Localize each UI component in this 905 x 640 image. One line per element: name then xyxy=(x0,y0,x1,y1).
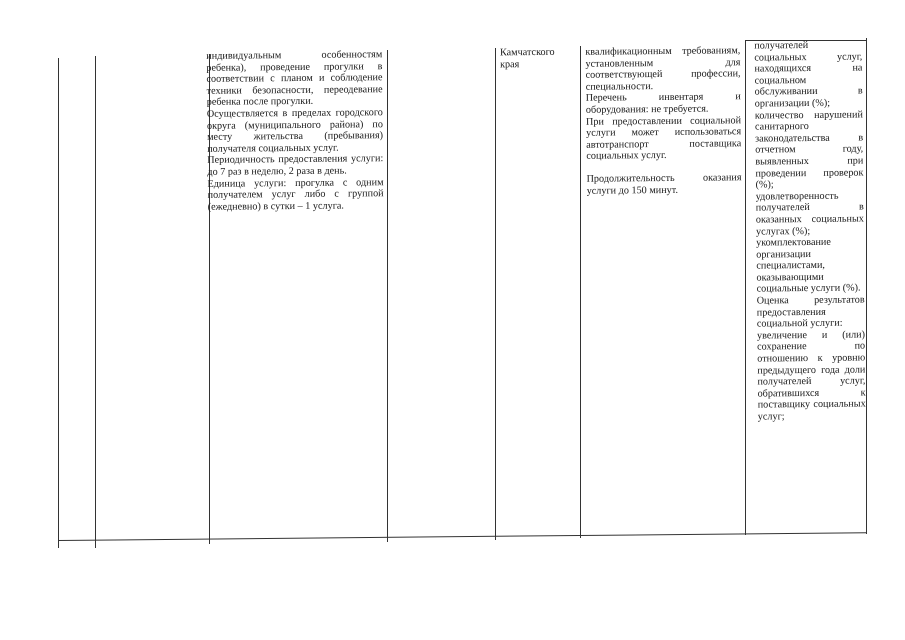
col7-paragraph: количество нарушений санитарного законодательства в отчетном году, выявленных при проведении проверок (%); xyxy=(754,109,864,191)
column-divider-5 xyxy=(580,46,581,538)
column-divider-4 xyxy=(495,48,496,540)
column-divider-3 xyxy=(387,50,388,542)
table-border-right xyxy=(866,38,867,534)
column-divider-6 xyxy=(745,40,746,535)
col7-paragraph: увеличение и (или) сохранение по отношению к уровню предыдущего года доли получателей услуг, обратившихся к поставщику социальных услуг; xyxy=(756,329,866,423)
col7-paragraph: укомплектование организации специалистами, оказывающими социальные услуги (%). xyxy=(756,236,861,295)
col7-paragraph: Оценка результатов предоставления социальной услуги: xyxy=(756,294,865,330)
col3-paragraph: индивидуальным особенностям ребенка), проведение прогулки в соответствии с планом и соблюдение техники безопасности, переодевание ребенка после прогулки. xyxy=(206,49,383,109)
col6-paragraph: Продолжительность оказания услуги до 150 минут. xyxy=(586,172,742,197)
col7-paragraph: удовлетворенность получателей в оказанных социальных услугах (%); xyxy=(755,190,864,238)
column-6-text xyxy=(585,45,741,197)
col7-paragraph: получателей социальных услуг, находящихся на социальном обслуживании в организации (%); xyxy=(754,40,863,110)
column-divider-1 xyxy=(95,56,96,548)
col3-paragraph: Осуществляется в пределах городского округа (муниципального района) по месту жительства (пребывания) получателя социальных услуг. xyxy=(206,107,384,155)
col3-paragraph: Единица услуги: прогулка с одним получателем услуг либо с группой (ежедневно) в сутки – 1 услуга. xyxy=(207,176,384,213)
col6-paragraph: При предоставлении социальной услуги может использоваться автотранспорт поставщика социальных услуг. xyxy=(585,114,742,163)
column-3-text xyxy=(206,49,384,213)
column-5-text xyxy=(500,47,570,71)
table-border-left xyxy=(58,58,59,548)
col6-paragraph: квалификационным требованиям, установленным для соответствующей профессии, специальности. xyxy=(585,45,741,93)
col3-paragraph: Периодичность предоставления услуги: до 7 раз в неделю, 2 раза в день. xyxy=(207,153,384,178)
column-7-text xyxy=(754,39,866,423)
col6-paragraph: Перечень инвентаря и оборудования: не требуется. xyxy=(585,91,741,116)
col5-paragraph: Камчатского края xyxy=(499,46,555,70)
